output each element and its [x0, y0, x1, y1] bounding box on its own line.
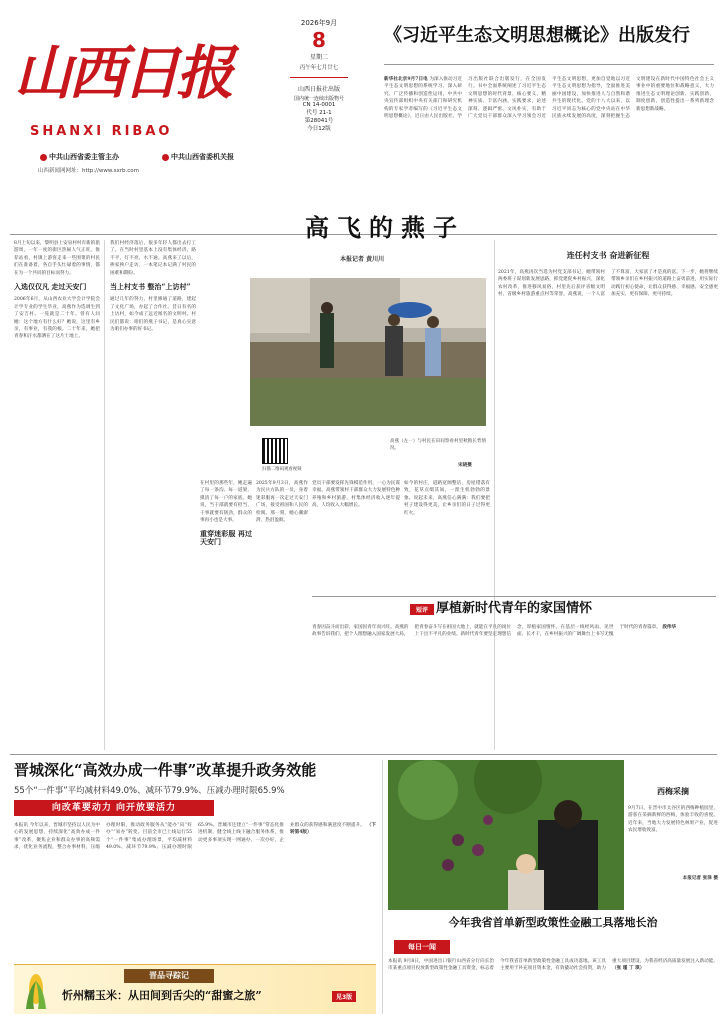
party-emblem-icon [162, 154, 169, 161]
website[interactable]: 山西新闻网网址：http://www.sxrb.com [38, 168, 139, 174]
date-lunar: 丙午年七月廿七 [299, 65, 339, 71]
issue-number: 第28041号 [304, 118, 334, 124]
publisher: 山西日报社出版 [297, 86, 340, 93]
promo-banner[interactable] [14, 964, 376, 1014]
issn-label: 国内统一连续出版物号 [293, 96, 344, 102]
promo-page-ref: 见3版 [332, 991, 356, 1002]
policy-author: （张 瑾 丁 琪） [612, 966, 645, 972]
party-emblem-icon [40, 154, 47, 161]
commentary-author: 段伟华 [662, 625, 677, 630]
masthead [14, 14, 354, 228]
side-heading: 连任村支书 奋进新征程 [566, 250, 650, 260]
masthead-pinyin: SHANXI RIBAO [30, 124, 173, 139]
date-weekday: 星期二 [309, 54, 328, 61]
lead-body [384, 76, 714, 226]
corn-icon [22, 971, 50, 1011]
policy-headline[interactable]: 今年我省首单新型政策性金融工具落地长治 [448, 916, 658, 929]
reform-continued[interactable]: （下转第4版） [290, 823, 376, 836]
commentary-headline[interactable]: 厚植新时代青年的家国情怀 [436, 601, 593, 616]
plum-caption-title: 西梅采摘 [657, 786, 689, 796]
policy-body: 本报讯 9月8日，中国进出口银行山西省分行向长治市某重点项目投放新型政策性金融工具资金，标志着今年我省首单新型政策性金融工具成功落地。该工具主要用于补充项目资本金，有效撬动社会投资，助力重大项目建设，为我省经济高质量发展注入新动能。 （张 瑾 丁 琪） [388, 959, 718, 972]
photo-caption: 高燕（左一）与村民在田间察看村里秋粮长势情况。 [390, 439, 486, 452]
reform-story [14, 760, 376, 960]
feature-headline[interactable]: 高飞的燕子 [305, 213, 465, 242]
org-left: 中共山西省委主管主办 [40, 152, 119, 162]
page-count: 今日12版 [307, 126, 331, 132]
feature-photo [250, 278, 486, 426]
reform-banner: 向改革要动力 向开放要活力 [14, 800, 214, 816]
date-box [286, 18, 352, 158]
date-year-month: 2026年9月 [300, 19, 338, 27]
qr-code[interactable] [262, 438, 288, 464]
plum-caption-credit: 本报记者 张泽 摄 [682, 876, 718, 881]
reform-subhead: 55个“一件事”平均减材料49.0%、减环节79.9%、压减办理时限65.9% [14, 786, 285, 796]
feature-col1: 8月上旬以来，黎明县上安泉村村有新的旅游周，一年一度的街区热闹人气正旺。推荐站看，村镇上游客走来一些围菜的村民们在准备着，各自手头忙碌着的事情，都在为一个共同的目标而努力。 入选仅仅凡 走过天安门 2006年6月，从山西农业大学会计学院会计学专业的学生毕业，高燕作为选调生到了安吉村。一晃就是二十年。曾有人问她：这个地方有什么好？她说，这里有乡亲，有事业，有我的根。二十年来，她把青春和汗水都洒在了这片土地上。 [14, 241, 100, 340]
feature-col4: 党员干部要发挥先锋模范作用，一心为民谋幸福。高燕带领村干部群众大力发展特色种养殖和乡村旅游，村集体经济收入逐年提高，人均收入大幅增长。 [312, 481, 400, 509]
commentary-tag: 短评 [410, 604, 434, 615]
lead-dateline: 新华社北京9月7日电 [384, 77, 428, 82]
feature-sub2: 当上村支书 整治“上访村” [110, 282, 191, 292]
org-right: 中共山西省委机关报 [162, 152, 234, 162]
cn-number: CN 14-0001 [302, 102, 336, 108]
feature-sub1: 入选仅仅凡 走过天安门 [14, 282, 87, 292]
masthead-logo: 山西日报 [14, 39, 231, 107]
commentary [312, 596, 716, 752]
plum-photo [388, 760, 624, 910]
policy-story [388, 914, 718, 1016]
policy-tag: 每日一闻 [394, 940, 450, 954]
feature-col3: 在村里的那些年，她走遍了每一条沟、每一道梁，摸清了每一户的家底。她说，当干部就要有担当，干事就要有韧劲，群众的事再小也是大事。 重穿迷彩服 再过天安门 2025年9月3日，高燕作为民兵方队的一员，身着迷彩服再一次走过天安门广场，接受祖国和人民的检阅。那一刻，她心潮澎湃，热泪盈眶。 [200, 481, 308, 546]
lead-text: 为深入推动习近平生态文明思想的系统学习、深入研究、广泛传播和创造性运用，中共中央宣传部组织中央有关部门和研究机构的专家学者编写的《习近平生态文明思想概论》，近日由人民出版社、学习出版社联合出版发行，在全国发行。书中全面系统阐述了习近平生态文明思想的时代背景、核心要义、精神实质、丰富内涵、实践要求，论述深刻、逻辑严密、文风朴实，有助于广大党员干部群众深入学习领会习近平生态文明思想，更加自觉地以习近平生态文明思想为指导，全面推进美丽中国建设，加快推进人与自然和谐共生的现代化。党的十八大以来，以习近平同志为核心的党中央站在中华民族永续发展的高度，深刻把握生态文明建设在新时代中国特色社会主义事业中的重要地位和战略意义，大力推进生态文明理论创新、实践创新、制度创新，创造性提出一系列新理念新思想新战略。 [384, 77, 714, 120]
promo-headline: 忻州糯玉米：从田间到舌尖的“甜蜜之旅” [62, 989, 262, 1002]
reform-headline[interactable]: 晋城深化“高效办成一件事”改革提升政务效能 [14, 761, 317, 779]
commentary-text: 青春因奋斗而出彩，家国因青年而兴旺。高燕的故事告诉我们，把个人理想融入国家发展大局，把青春奋斗写在祖国大地上，就能在平凡的岗位上干出不平凡的业绩。新时代青年要坚定理想信念，厚植家国情怀，在基层一线经风雨、见世面、长才干，在乡村振兴的广阔舞台上书写无愧于时代的青春篇章。 段伟华 [312, 625, 677, 638]
plum-caption-text: 9月7日，在晋中市太谷区的西梅种植园里，游客在采摘新鲜的西梅，体验丰收的喜悦。近年来，当地大力发展特色林果产业，促进农民增收致富。 [628, 806, 718, 834]
plum-caption [628, 760, 718, 910]
postal-code: 代号 21-1 [306, 110, 332, 116]
promo-brand: 晋品寻踪记 [124, 969, 214, 983]
side-text: 2021年，高燕再次当选为村党支部书记，她带领村两委班子谋划新发展思路，抓党建促乡村振兴，深化农村改革，推进移风易俗，村里先后获评省级文明村、省级乡村旅游重点村等荣誉。高燕说，一个人富了不算富，大家富了才是真的富。下一步，她将继续带领乡亲们在乡村振兴的道路上奋勇前进，用实际行动践行初心使命，让群众获得感、幸福感、安全感更加充实、更有保障、更可持续。 [498, 270, 718, 298]
feature-col2: 我们村经济落后，很多年轻人都出去打工了。在当时村里基本上没有集体经济，路不平、灯不亮、水不通。高燕来了以后，挨家挨户走访，一本笔记本记满了村民的困难和期盼。 当上村支书 整治“上访村” 通过几年的努力，村里修通了道路，建起了文化广场，办起了合作社。昔日有名的上访村，如今成了远近闻名的文明村。村民们都说：咱们的燕子书记，是真心实意为咱们办事的好书记。 [110, 241, 196, 333]
feature-sub3: 重穿迷彩服 再过天安门 [200, 529, 252, 546]
feature-col5: 如今的村庄，道路宽阔整洁，房屋错落有致，花草点缀其间，一派生机勃勃的景象。说起未来，高燕信心满满：我们要把村子建设得更美，让乡亲们的日子过得更红火。 [404, 481, 490, 516]
photo-credit: 宋晓摄 [458, 463, 472, 468]
lead-headline[interactable]: 《习近平生态文明思想概论》出版发行 [384, 25, 690, 46]
date-day: 8 [312, 28, 326, 52]
lead-story [384, 16, 714, 228]
reform-body: 本报讯 今年以来，晋城市坚持以人民为中心的发展思想，持续深化“高效办成一件事”改革，聚焦企业和群众办事的高频需求，优化业务流程，整合办事材料，压缩办理时限，推动政务服务从“能办”向“好办”“易办”转变。目前全市已上线运行55个“一件事”集成办理场景，平均减材料49.0%、减环节79.9%、压减办理时限65.9%。晋城市还建立“一件事”常态化推进机制，健全线上线下融合服务体系，推动更多事项实现一网通办、一次办好，企业群众的获得感和满意度不断提升。 （下转第4版） [14, 823, 376, 851]
feature-byline: 本报记者 黄川川 [340, 256, 385, 263]
qr-caption: 扫描二维码观看视频 [262, 467, 302, 472]
